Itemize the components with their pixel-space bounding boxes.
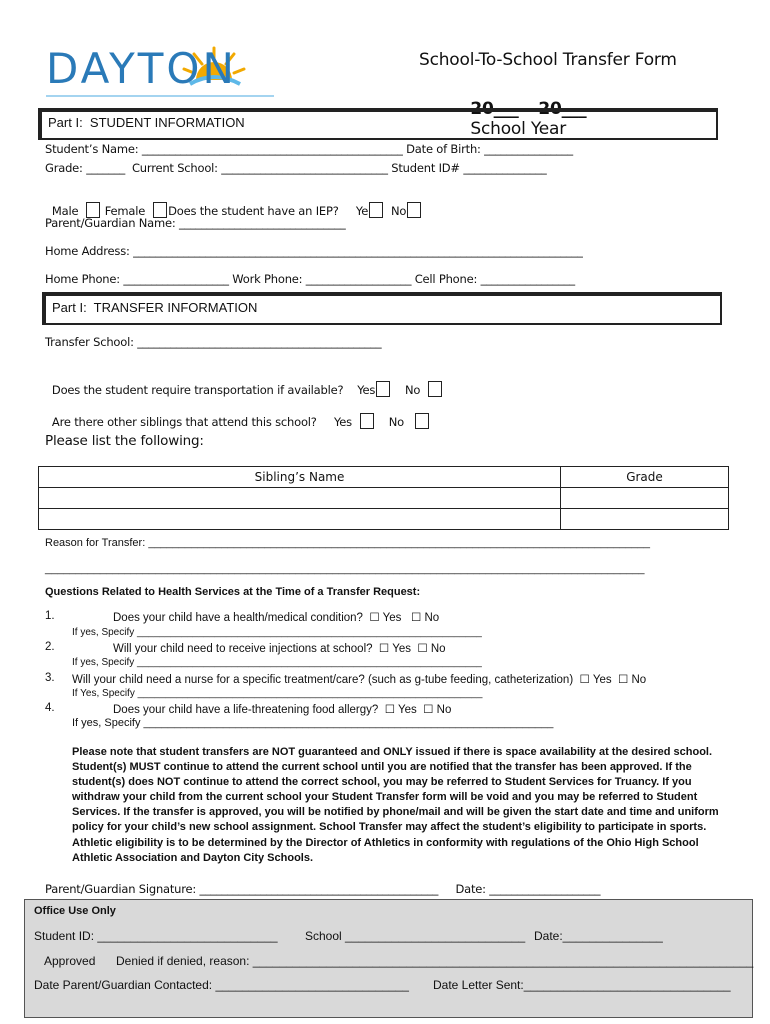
student-info-heading: Part I: STUDENT INFORMATION: [48, 115, 245, 130]
transfer-info-section-header: [42, 292, 722, 325]
transportation-no-label: No: [405, 383, 421, 397]
year-range: 20___ – 20___: [470, 99, 587, 119]
office-approved[interactable]: Approved: [44, 954, 96, 968]
table-row: [39, 509, 729, 530]
gender-iep-line: [45, 188, 422, 218]
office-use-box: [24, 899, 753, 1018]
office-use-heading: Office Use Only: [34, 905, 116, 917]
sibling-name-header: Sibling’s Name: [39, 467, 561, 488]
reason-line-2[interactable]: __________________________________________________________________________________________________: [45, 563, 645, 575]
form-title: School-To-School Transfer Form: [419, 50, 677, 70]
transportation-yes-label: Yes: [357, 383, 376, 397]
q4-number: 4.: [45, 702, 55, 714]
siblings-yes-checkbox[interactable]: [360, 413, 374, 429]
transportation-yes-checkbox[interactable]: [376, 381, 390, 397]
transfer-notice: Please note that student transfers are NOT guaranteed and ONLY issued if there is space availability at the desired school. Student(s) MUST continue to attend the current school until you are notified that the transfer has been approved. If the student(s) does NOT continue to attend the correct school, you may be referred to Student Services for Truancy. If you withdraw your child from the current school your Student Transfer form will be void and you may be referred to Student Services. If the transfer is approved, you will be notified by phone/mail and will be given the start date and time and uniform policy for your child’s new school assignment. School Transfer may affect the student’s eligibility to participate in sports. Athletic eligibility is to be determined by the Director of Athletics in conformity with regulations of the Ohio High School Athletic Association and Dayton City Schools.: [72, 746, 719, 864]
iep-yes-label: Ye: [355, 204, 369, 218]
office-school[interactable]: School ___________________________: [305, 929, 526, 943]
office-date[interactable]: Date:_______________: [534, 929, 663, 943]
transfer-info-heading: Part I: TRANSFER INFORMATION: [52, 300, 258, 315]
list-following-label: Please list the following:: [45, 433, 204, 449]
male-label: Male: [51, 204, 79, 218]
q3-number: 3.: [45, 672, 55, 684]
siblings-yes-label: Yes: [333, 415, 352, 429]
student-info-section-header: [38, 108, 718, 140]
iep-no-label: No: [391, 204, 407, 218]
q3-text[interactable]: Will your child need a nurse for a specific treatment/care? (such as g-tube feeding, catheterization) ☐ Yes ☐ No: [72, 674, 647, 686]
health-heading: Questions Related to Health Services at the Time of a Transfer Request:: [45, 586, 421, 598]
table-row: [39, 488, 729, 509]
student-name-dob-line[interactable]: Student’s Name: _______________________________________________ Date of Birth: ________________: [45, 142, 573, 156]
sibling-grade-cell[interactable]: [561, 488, 729, 509]
siblings-line: [45, 399, 430, 429]
reason-line[interactable]: Reason for Transfer: __________________________________________________________________________________: [45, 537, 650, 549]
transportation-no-checkbox[interactable]: [428, 381, 442, 397]
q4-specify[interactable]: If yes, Specify ___________________________________________________________________: [72, 717, 554, 729]
siblings-no-label: No: [388, 415, 404, 429]
q2-number: 2.: [45, 641, 55, 653]
phone-line[interactable]: Home Phone: ___________________ Work Phone: ___________________ Cell Phone: _________________: [45, 272, 575, 286]
siblings-table: [38, 466, 729, 530]
q3-specify[interactable]: If Yes, Specify ______________________________________________________________: [72, 688, 483, 699]
iep-no-checkbox[interactable]: [407, 202, 421, 218]
siblings-question: Are there other siblings that attend this school?: [51, 415, 317, 429]
iep-yes-checkbox[interactable]: [369, 202, 383, 218]
q1-text[interactable]: Does your child have a health/medical condition? ☐ Yes ☐ No: [113, 612, 440, 624]
female-label: Female: [104, 204, 146, 218]
transfer-school-line[interactable]: Transfer School: ____________________________________________: [45, 335, 382, 349]
signature-line[interactable]: Parent/Guardian Signature: ___________________________________________ Date: ____________________: [45, 882, 601, 896]
dayton-logo: [44, 40, 284, 102]
siblings-no-checkbox[interactable]: [415, 413, 429, 429]
office-student-id[interactable]: Student ID: ___________________________: [34, 929, 278, 943]
iep-question: Does the student have an IEP?: [168, 204, 339, 218]
grade-school-id-line[interactable]: Grade: _______ Current School: ______________________________ Student ID# _______________: [45, 161, 547, 175]
guardian-name-line[interactable]: Parent/Guardian Name: ______________________________: [45, 216, 346, 230]
office-denied[interactable]: Denied if denied, reason: ___________________________________________________________________________: [116, 954, 754, 968]
home-address-line[interactable]: Home Address: _________________________________________________________________________________: [45, 244, 583, 258]
grade-header: Grade: [561, 467, 729, 488]
sibling-grade-cell[interactable]: [561, 509, 729, 530]
logo-text: DAYTON: [46, 44, 237, 93]
q1-specify[interactable]: If yes, Specify ______________________________________________________________: [72, 627, 482, 638]
sibling-name-cell[interactable]: [39, 509, 561, 530]
office-contacted[interactable]: Date Parent/Guardian Contacted: _____________________________: [34, 978, 409, 992]
sibling-name-cell[interactable]: [39, 488, 561, 509]
transportation-question: Does the student require transportation if available?: [51, 383, 344, 397]
transportation-line: [45, 367, 443, 397]
q4-text[interactable]: Does your child have a life-threatening food allergy? ☐ Yes ☐ No: [113, 704, 452, 716]
school-year-label: School Year: [470, 119, 567, 139]
office-letter-sent[interactable]: Date Letter Sent:_______________________________: [433, 978, 731, 992]
q2-text[interactable]: Will your child need to receive injections at school? ☐ Yes ☐ No: [113, 643, 446, 655]
q1-number: 1.: [45, 610, 55, 622]
q2-specify[interactable]: If yes, Specify ______________________________________________________________: [72, 657, 482, 668]
